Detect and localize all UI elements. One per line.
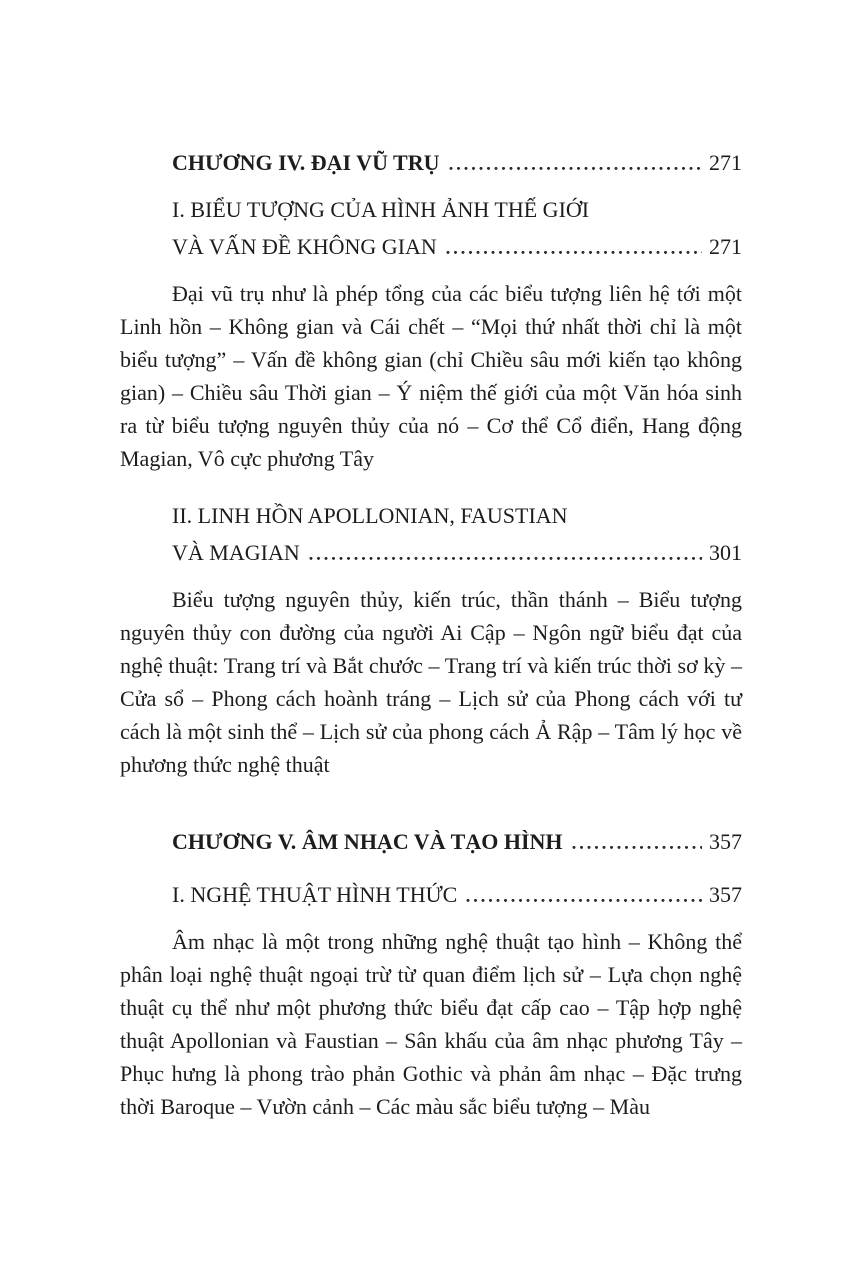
section-5-1-summary-paragraph: Âm nhạc là một trong những nghệ thuật tạo hình – Không thể phân loại nghệ thuật ngoại trừ từ quan điểm lịch sử – Lựa chọn nghệ thuật cụ thể như một phương thức biểu đạt cấp cao – Tập hợp nghệ thuật Apollonian và Faustian – Sân khấu của âm nhạc phương Tây – Phục hưng là phong trào phản Gothic và phản âm nhạc – Đặc trưng thời Baroque – Vườn cảnh – Các màu sắc biểu tượng – Màu <box>120 929 742 1119</box>
section-4-2-page-number: 301 <box>709 540 742 565</box>
toc-line <box>172 228 742 265</box>
toc-line <box>172 876 742 913</box>
section-4-2-heading <box>172 497 742 571</box>
chapter-4-title: CHƯƠNG IV. ĐẠI VŨ TRỤ <box>172 150 440 175</box>
section-4-1-summary-paragraph: Đại vũ trụ như là phép tổng của các biểu tượng liên hệ tới một Linh hồn – Không gian và Cái chết – “Mọi thứ nhất thời chỉ là một biểu tượng” – Vấn đề không gian (chỉ Chiều sâu mới kiến tạo không gian) – Chiều sâu Thời gian – Ý niệm thế giới của một Văn hóa sinh ra từ biểu tượng nguyên thủy của nó – Cơ thể Cổ điển, Hang động Magian, Vô cực phương Tây <box>120 281 742 471</box>
section-4-1-title-line-1: I. BIỂU TƯỢNG CỦA HÌNH ẢNH THẾ GIỚI <box>172 197 590 222</box>
chapter-5-title: CHƯƠNG V. ÂM NHẠC VÀ TẠO HÌNH <box>172 829 563 854</box>
chapter-5-heading <box>172 823 742 860</box>
toc-line <box>172 534 742 571</box>
chapter-4-page-number: 271 <box>709 150 742 175</box>
section-5-1-heading <box>172 876 742 913</box>
section-5-1-title: I. NGHỆ THUẬT HÌNH THỨC <box>172 882 458 907</box>
section-4-1-title-line-2: VÀ VẤN ĐỀ KHÔNG GIAN <box>172 234 437 259</box>
section-4-2-summary-paragraph: Biểu tượng nguyên thủy, kiến trúc, thần thánh – Biểu tượng nguyên thủy con đường của người Ai Cập – Ngôn ngữ biểu đạt của nghệ thuật: Trang trí và Bắt chước – Trang trí và kiến trúc thời sơ kỳ – Cửa sổ – Phong cách hoành tráng – Lịch sử của Phong cách với tư cách là một sinh thể – Lịch sử của phong cách Ả Rập – Tâm lý học về phương thức nghệ thuật <box>120 587 742 777</box>
toc-line <box>172 497 742 534</box>
chapter-4-heading <box>172 144 742 181</box>
dot-leader <box>446 251 702 254</box>
section-4-2-title-line-1: II. LINH HỒN APOLLONIAN, FAUSTIAN <box>172 503 568 528</box>
toc-line <box>172 144 742 181</box>
dot-leader <box>449 167 702 170</box>
section-4-1-page-number: 271 <box>709 234 742 259</box>
chapter-5-page-number: 357 <box>709 829 742 854</box>
dot-leader <box>466 899 702 902</box>
toc-line <box>172 191 742 228</box>
dot-leader <box>309 557 702 560</box>
section-4-2-title-line-2: VÀ MAGIAN <box>172 540 300 565</box>
dot-leader <box>572 846 702 849</box>
section-5-1-page-number: 357 <box>709 882 742 907</box>
toc-line <box>172 823 742 860</box>
section-4-1-heading <box>172 191 742 265</box>
